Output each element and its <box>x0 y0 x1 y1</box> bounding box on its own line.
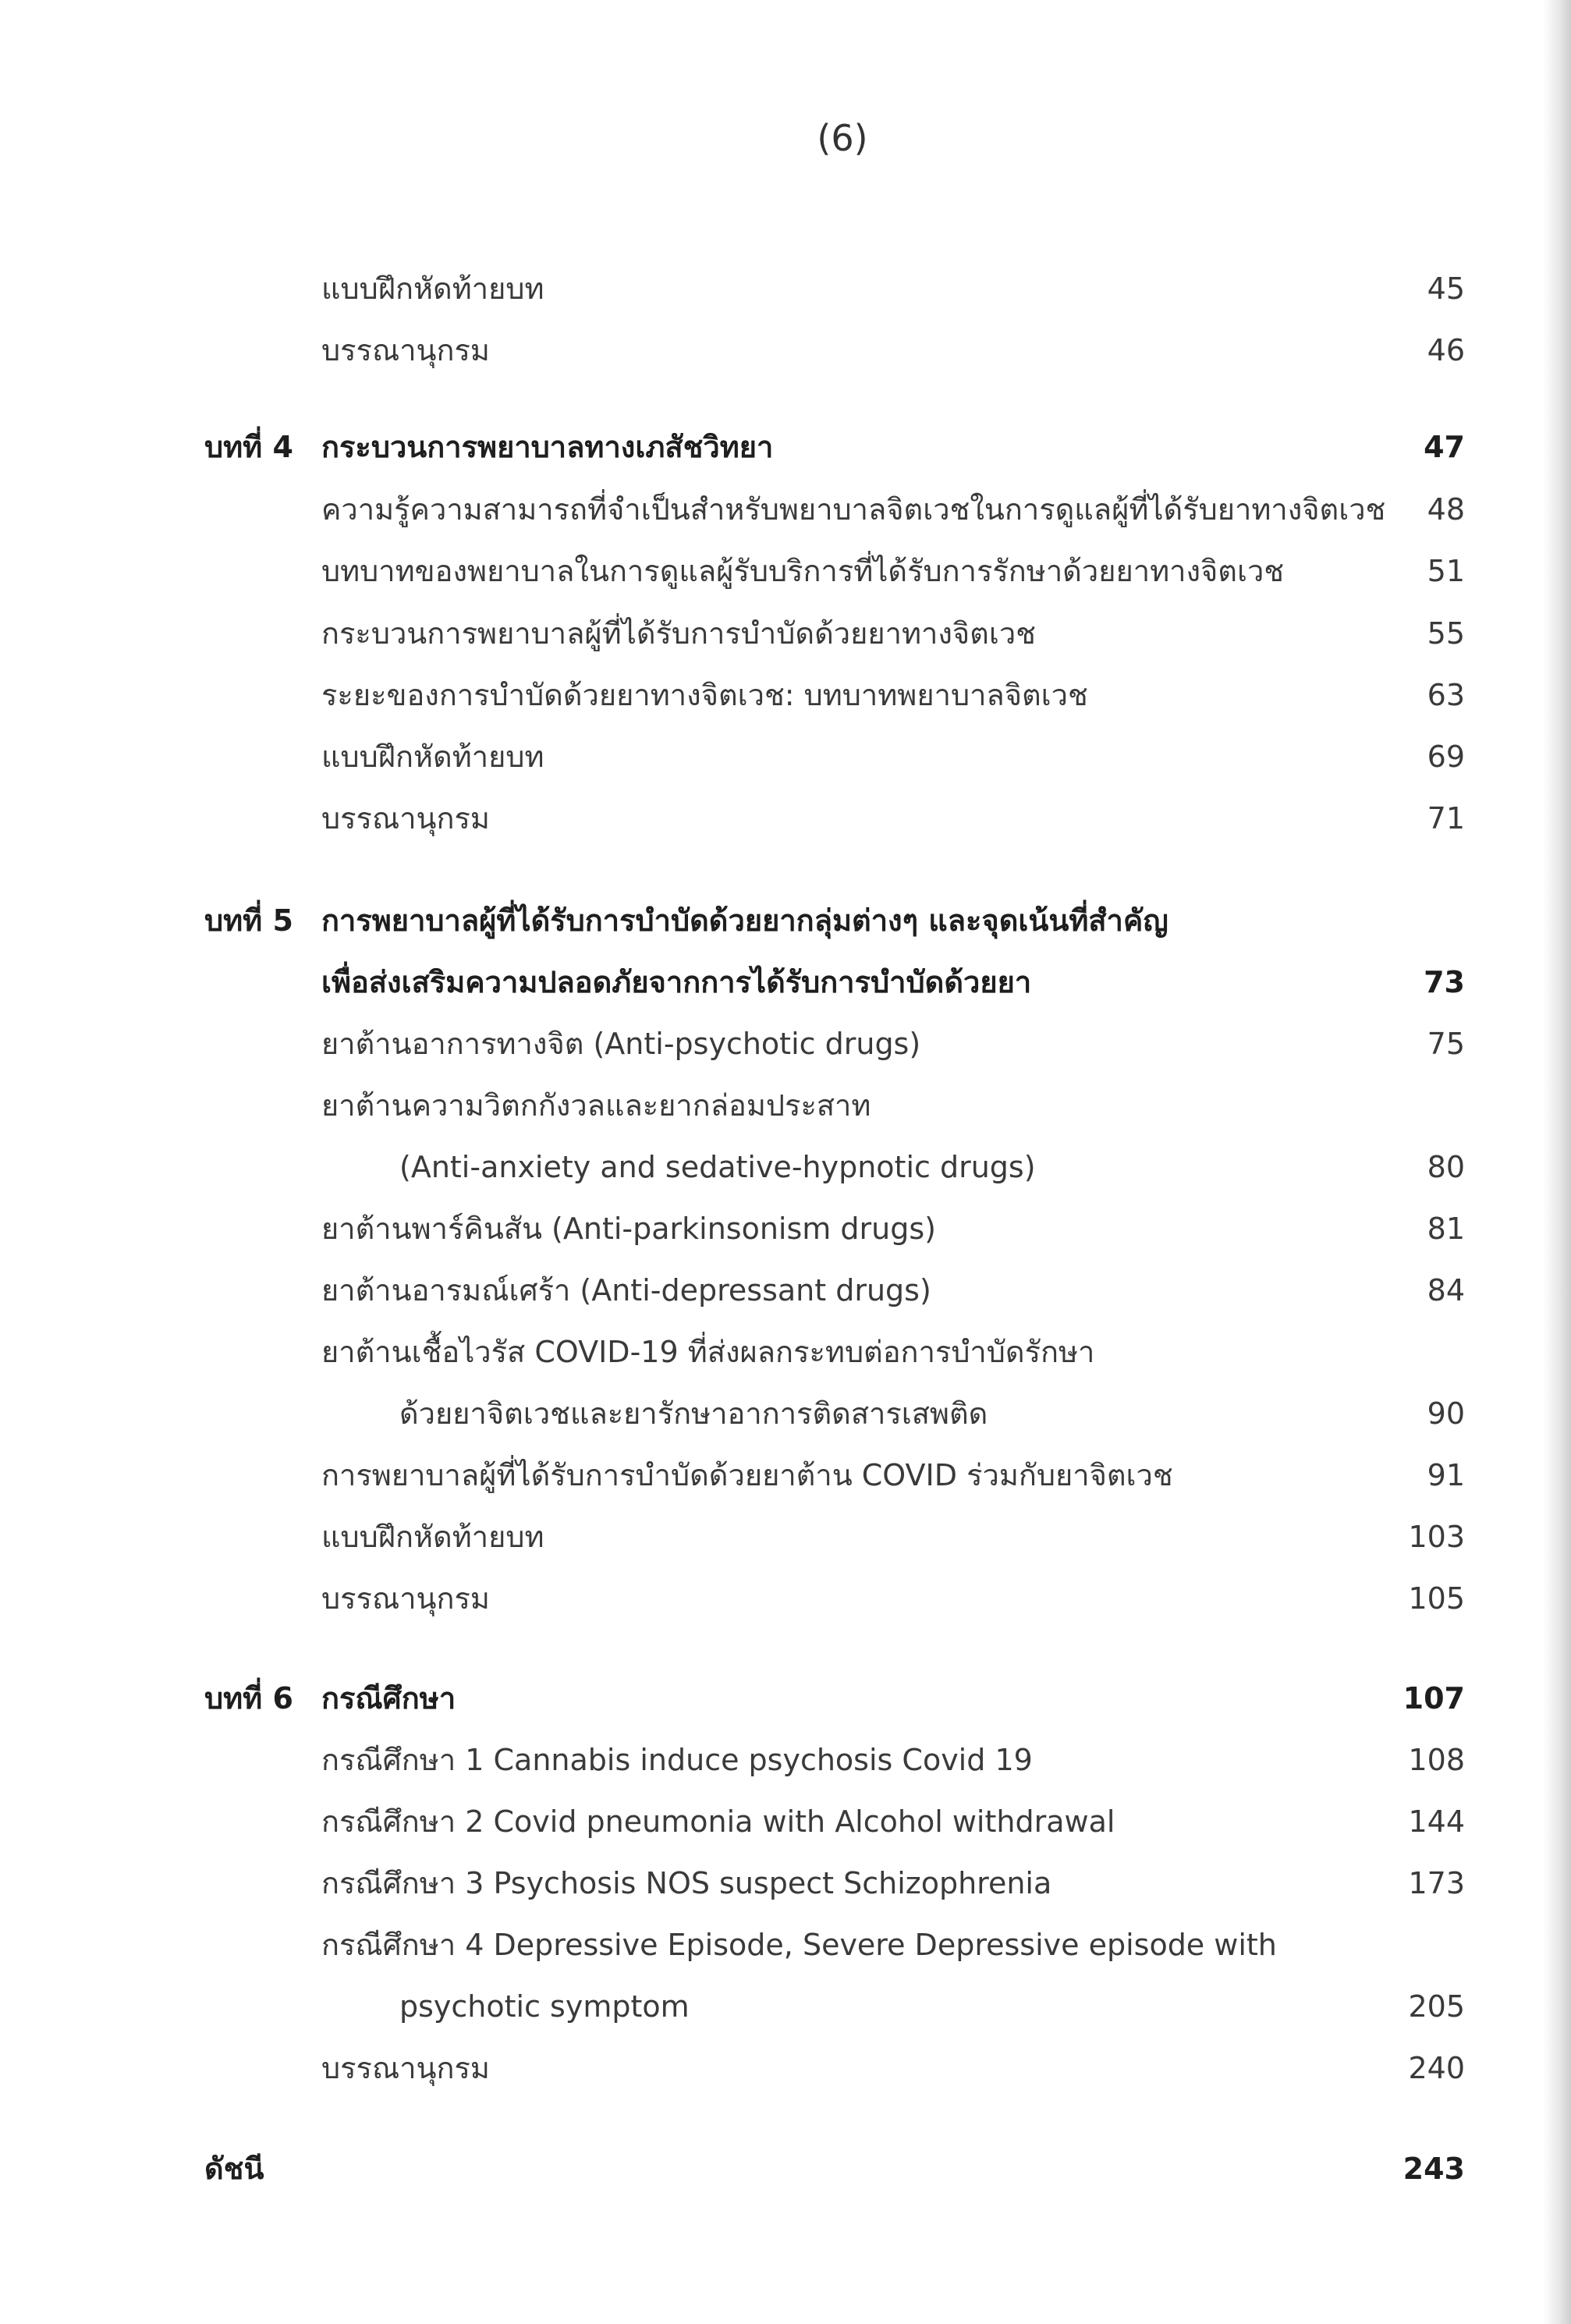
chapter-4-page: 47 <box>1424 430 1465 464</box>
toc-entry-title[interactable]: ยาต้านอาการทางจิต (Anti-psychotic drugs) <box>321 1027 921 1061</box>
page-edge-shadow <box>1543 0 1571 2324</box>
toc-entry-title[interactable]: บทบาทของพยาบาลในการดูแลผู้รับบริการที่ได้รับการรักษาด้วยยาทางจิตเวช <box>321 554 1285 588</box>
toc-entry-page: 48 <box>1427 492 1465 527</box>
toc-entry-page: 105 <box>1408 1581 1465 1616</box>
toc-entry-title[interactable]: กรณีศึกษา 2 Covid pneumonia with Alcohol withdrawal <box>321 1804 1115 1839</box>
toc-entry-title[interactable]: ยาต้านพาร์คินสัน (Anti-parkinsonism drugs) <box>321 1212 936 1246</box>
toc-entry-page: 144 <box>1408 1804 1465 1839</box>
toc-entry-title[interactable]: กรณีศึกษา 1 Cannabis induce psychosis Covid 19 <box>321 1743 1033 1777</box>
toc-entry-title[interactable]: ยาต้านอารมณ์เศร้า (Anti-depressant drugs) <box>321 1273 931 1307</box>
toc-entry-page: 63 <box>1427 678 1465 712</box>
toc-entry-page: 84 <box>1427 1273 1465 1307</box>
toc-entry-page: 103 <box>1408 1520 1465 1554</box>
toc-entry-page: 69 <box>1427 740 1465 774</box>
chapter-6-page: 107 <box>1403 1681 1465 1716</box>
toc-entry-title[interactable]: แบบฝึกหัดท้ายบท <box>321 1520 544 1554</box>
toc-entry-title-continued[interactable]: (Anti-anxiety and sedative-hypnotic drugs) <box>399 1150 1036 1184</box>
chapter-6-label: บทที่ 6 <box>204 1681 293 1716</box>
toc-entry-page: 55 <box>1427 616 1465 651</box>
toc-entry-page: 91 <box>1427 1458 1465 1492</box>
toc-entry-page: 46 <box>1427 333 1465 367</box>
toc-entry-page: 108 <box>1408 1743 1465 1777</box>
toc-entry-title[interactable]: กระบวนการพยาบาลผู้ที่ได้รับการบำบัดด้วยยาทางจิตเวช <box>321 616 1036 651</box>
toc-entry-title[interactable]: บรรณานุกรม <box>321 801 490 836</box>
toc-entry-page: 71 <box>1427 801 1465 836</box>
toc-entry-page: 173 <box>1408 1866 1465 1900</box>
index-title[interactable]: ดัชนี <box>204 2152 264 2186</box>
toc-entry-page: 51 <box>1427 554 1465 588</box>
index-page: 243 <box>1403 2152 1465 2186</box>
toc-entry-title[interactable]: บรรณานุกรม <box>321 2051 490 2085</box>
toc-entry-page: 240 <box>1408 2051 1465 2085</box>
chapter-5-page: 73 <box>1424 965 1465 999</box>
toc-entry-title[interactable]: บรรณานุกรม <box>321 1581 490 1616</box>
toc-entry-title[interactable]: ความรู้ความสามารถที่จำเป็นสำหรับพยาบาลจิตเวชในการดูแลผู้ที่ได้รับยาทางจิตเวช <box>321 492 1386 527</box>
chapter-5-title-line2[interactable]: เพื่อส่งเสริมความปลอดภัยจากการได้รับการบำบัดด้วยยา <box>321 965 1032 999</box>
toc-entry-page: 205 <box>1408 1989 1465 2024</box>
toc-entry-title-continued[interactable]: ด้วยยาจิตเวชและยารักษาอาการติดสารเสพติด <box>399 1396 988 1431</box>
toc-entry-title[interactable]: แบบฝึกหัดท้ายบท <box>321 740 544 774</box>
toc-entry-title[interactable]: แบบฝึกหัดท้ายบท <box>321 271 544 306</box>
chapter-6-title[interactable]: กรณีศึกษา <box>321 1681 456 1716</box>
toc-entry-title[interactable]: ยาต้านความวิตกกังวลและยากล่อมประสาท <box>321 1088 871 1123</box>
toc-entry-title[interactable]: ยาต้านเชื้อไวรัส COVID-19 ที่ส่งผลกระทบต่อการบำบัดรักษา <box>321 1335 1095 1369</box>
toc-entry-title[interactable]: บรรณานุกรม <box>321 333 490 367</box>
toc-entry-page: 75 <box>1427 1027 1465 1061</box>
toc-entry-title-continued[interactable]: psychotic symptom <box>399 1989 690 2024</box>
chapter-4-label: บทที่ 4 <box>204 430 293 464</box>
toc-entry-title[interactable]: กรณีศึกษา 3 Psychosis NOS suspect Schizophrenia <box>321 1866 1052 1900</box>
toc-entry-title[interactable]: ระยะของการบำบัดด้วยยาทางจิตเวช: บทบาทพยาบาลจิตเวช <box>321 678 1088 712</box>
chapter-4-title[interactable]: กระบวนการพยาบาลทางเภสัชวิทยา <box>321 430 774 464</box>
toc-entry-page: 45 <box>1427 271 1465 306</box>
toc-entry-title[interactable]: กรณีศึกษา 4 Depressive Episode, Severe Depressive episode with <box>321 1928 1277 1962</box>
page-number: (6) <box>817 117 868 159</box>
chapter-5-label: บทที่ 5 <box>204 903 293 938</box>
toc-entry-page: 80 <box>1427 1150 1465 1184</box>
toc-entry-page: 90 <box>1427 1396 1465 1431</box>
toc-entry-page: 81 <box>1427 1212 1465 1246</box>
toc-entry-title[interactable]: การพยาบาลผู้ที่ได้รับการบำบัดด้วยยาต้าน COVID ร่วมกับยาจิตเวช <box>321 1458 1173 1492</box>
chapter-5-title-line1[interactable]: การพยาบาลผู้ที่ได้รับการบำบัดด้วยยากลุ่มต่างๆ และจุดเน้นที่สำคัญ <box>321 903 1168 938</box>
